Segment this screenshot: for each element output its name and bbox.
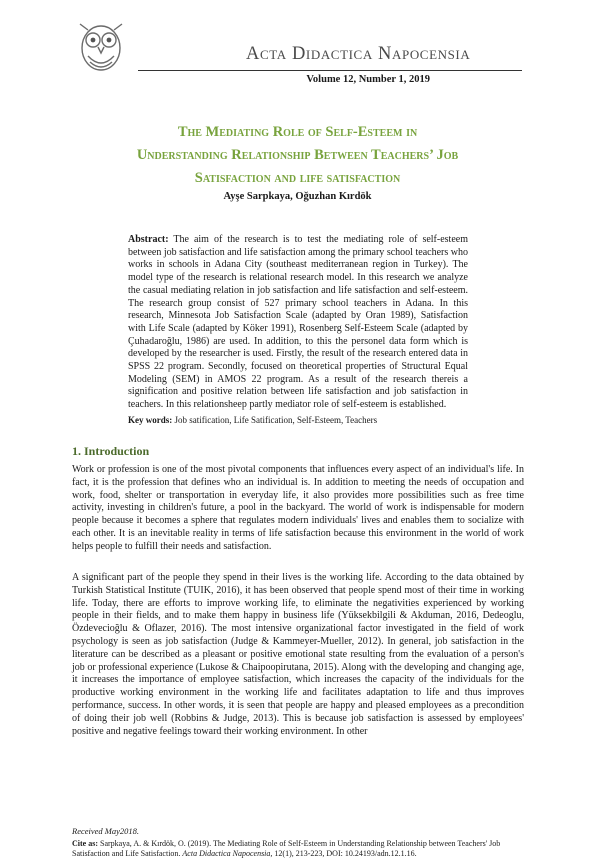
received-date: Received May2018. [72,826,140,836]
abstract [128,234,468,412]
introduction-paragraph-1: Work or profession is one of the most pivotal components that influences every aspect of an individual's life. In fact, it is the profession that defines who an individual is. In addition to meeting the needs of occupation and work, food, shelter or transportation in everyday life, it also provides more possibilities such as free time activity, investing in children's future, a pool in the backyard. The world of work is indispensable for modern people because it becomes a sphere that regulates modern individuals' lives and enables them to socialize with each other. It is an inevitable reality in terms of life satisfaction because this environment in the world of work helps people to fulfill their needs and satisfaction. [72,464,524,552]
citation [72,839,524,859]
abstract-text: The aim of the research is to test the mediating role of self-esteem between job satisfaction and life satisfaction among the primary school teachers who works in schools in Adana City (southeast mediterranean region in Turkey). The model type of the research is relational research model. In this research we analyze the casual mediating relation in job satisfaction and life satisfaction and self-esteem. The research group consist of 527 primary school teachers in Adana. In this research, Minnesota Job Satisfaction Scale (adapted by Oran 1989), Satisfaction with Life Scale (adapted by Köker 1991), Rosenberg Self-Esteem Scale (adapted by Çuhadaroğlu, 1986) are used. In addition, to this the personel data form which is developed by the researcher is used. Firstly, the result of the research entered data in SPSS 22 program. Secondly, focused on theoretical properties of Structural Equal Modeling (SEM) in AMOS 22 program. As a result of the research thereis a signification and positive relation between life satisfaction and job satisfaction in teachers. In this relationsheep partly mediator role of self-esteem is established. [128,234,468,411]
title-line-3: Satisfaction and life satisfaction [194,170,401,186]
owl-logo-icon [72,14,130,74]
journal-name: Acta Didactica Napocensia [246,44,471,64]
cite-journal: Acta Didactica Napocensia, [182,849,273,858]
title-line-2: Understanding Relationship Between Teachers’ Job [136,147,459,163]
abstract-label: Abstract: [128,234,169,245]
article-title [60,121,535,190]
introduction-paragraph-2: A significant part of the people they spend in their lives is the working life. According to the data obtained by Turkish Statistical Institute (TUIK, 2016), it has been observed that people spend most of their time in working life. Today, there are efforts to improve working life, to eliminate the negativities experienced by working people in their fields, and to make them happy in business life (Yüksekbilgili & Akduman, 2016, Dedeoglu, Özdevecioğlu & Oflazer, 2016). The most intensive organizational factor investigated in the field of work psychology is seen as job satisfaction (Judge & Kammeyer-Mueller, 2012). In general, job satisfaction in the literature can be described as a pleasant or positive emotional state resulting from the evaluation of a person's job or professional experience (Lukose & Chaipoopirutana, 2015). Along with the developing and changing age, it increases the importance of employee satisfaction, which increases the capacity of the individuals for the productive working environment in the working life and facilitates adaptation to life and thus improves performance, success. In other words, it is seen that people are happy and pleased employees as a precondition of doing their job well (Robbins & Judge, 2013). This is because job satisfaction is assessed by employees' positive and negative feelings toward their working environment. In other [72,572,524,737]
volume-info: Volume 12, Number 1, 2019 [306,74,430,85]
cite-label: Cite as: [72,839,98,848]
keywords [128,415,488,425]
keywords-text: Job satification, Life Satification, Self-Esteem, Teachers [174,415,378,425]
cite-tail: 12(1), 213-223, DOI: 10.24193/adn.12.1.16. [274,849,417,858]
authors: Ayşe Sarpkaya, Oğuzhan Kırdök [223,191,372,202]
cite-text: Sarpkaya, A. & Kırdök, O. (2019). The Mediating Role of Self-Esteem in Understanding Relationship between Teachers' Job Satisfaction and Life Satisfaction. [72,839,501,858]
keywords-label: Key words: [128,415,173,425]
section-heading-introduction: 1. Introduction [72,444,150,458]
title-line-1: The Mediating Role of Self-Esteem in [177,124,418,140]
header-divider [138,70,522,71]
